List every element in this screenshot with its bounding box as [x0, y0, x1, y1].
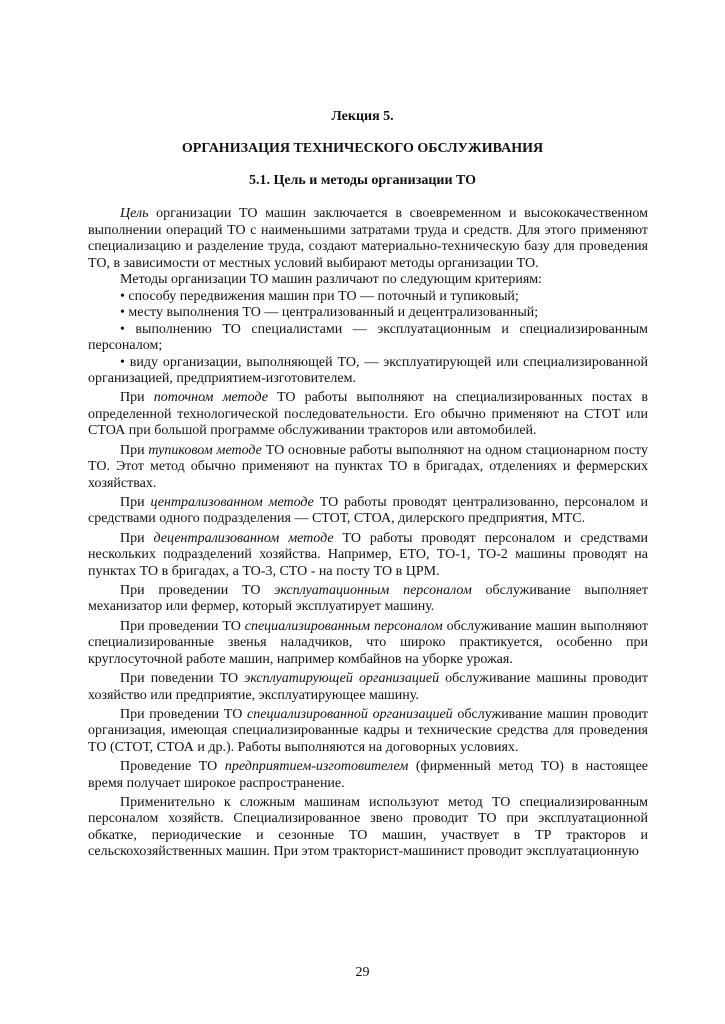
term-specialized-organization: специализированной организацией [247, 706, 453, 722]
list-item: • виду организации, выполняющей ТО, — эксплуатирующей или специализированной организацией, предприятием-изготовителем. [88, 354, 648, 386]
lecture-title: Лекция 5. [331, 109, 394, 124]
paragraph-specialized-staff: При проведении ТО специализированным персоналом обслуживание машин выполняют специализированные звенья наладчиков, что широко практикуется, особенно при круглосуточной работе машин, например комбайнов на уборке урожая. [88, 618, 648, 667]
paragraph-dead-end-method: При тупиковом методе ТО основные работы выполняют на одном стационарном посту ТО. Этот метод обычно применяют на пунктах ТО в бригадах, отделениях и фермерских хозяйствах. [88, 442, 648, 491]
paragraph-decentralized-method: При децентрализованном методе ТО работы проводят персоналом и средствами нескольких подразделений хозяйства. Например, ЕТО, ТО-1, ТО-2 машины проводят на пунктах ТО в бригадах, а ТО-3, СТО - на посту ТО в ЦРМ. [88, 530, 648, 579]
term-goal: Цель [120, 206, 149, 221]
paragraph-manufacturer: Проведение ТО предприятием-изготовителем (фирменный метод ТО) в настоящее время получает широкое распространение. [88, 759, 648, 791]
paragraph-operating-organization: При поведении ТО эксплуатирующей организацией обслуживание машины проводит хозяйство или предприятие, эксплуатирующее машину. [88, 671, 648, 703]
paragraph-centralized-method: При централизованном методе ТО работы проводят централизованно, персоналом и средствами одного подразделения — СТОТ, СТОА, дилерского предприятия, МТС. [88, 494, 648, 527]
paragraph-goal: Цель организации ТО машин заключается в своевременном и высококачественном выполнении операций ТО с наименьшими затратами труда и средств. Для этого применяют специализацию и разделение труда, создают материально-техническую базу для проведения ТО, в зависимости от местных условий выбирают методы организации ТО. [88, 206, 648, 271]
section-title: 5.1. Цель и методы организации ТО [248, 173, 477, 188]
list-item: • способу передвижения машин при ТО — поточный и тупиковый; [120, 288, 519, 304]
term-decentralized-method: децентрализованном методе [153, 530, 334, 546]
term-dead-end-method: тупиковом методе [148, 442, 262, 458]
list-item: • месту выполнения ТО — централизованный и децентрализованный; [120, 305, 539, 320]
paragraph-operational-staff: При проведении ТО эксплуатационным персоналом обслуживание выполняет механизатор или фермер, который эксплуатирует машину. [88, 582, 648, 615]
paragraph-specialized-organization: При проведении ТО специализированной организацией обслуживание машин проводит организация, имеющая специализированные кадры и технические средства для проведения ТО (СТОТ, СТОА и др.). Работы выполняются на договорных условиях. [88, 706, 648, 755]
chapter-title: ОРГАНИЗАЦИЯ ТЕХНИЧЕСКОГО ОБСЛУЖИВАНИЯ [181, 141, 544, 156]
term-flow-method: поточном методе [153, 390, 268, 406]
term-specialized-staff: специализированным персоналом [244, 618, 443, 634]
body-text [88, 206, 648, 864]
page-number: 29 [355, 965, 370, 980]
paragraph-complex-machines: Применительно к сложным машинам используют метод ТО специализированным персоналом хозяйств. Специализированное звено проводит ТО при эксплуатационной обкатке, периодические и сезонные ТО машин, участвует в ТР тракторов и сельскохозяйственных машин. При этом тракторист-машинист проводит эксплуатационную [88, 794, 648, 860]
term-operating-organization: эксплуатирующей организацией [244, 671, 440, 687]
term-operational-staff: эксплуатационным персоналом [274, 582, 472, 598]
list-item: • выполнению ТО специалистами — эксплуатационным и специализированным персоналом; [88, 321, 648, 353]
term-manufacturer: предприятием-изготовителем [224, 759, 409, 775]
paragraph-flow-method: При поточном методе ТО работы выполняют на специализированных постах в определенной технологической последовательности. Его обычно применяют на СТОТ или СТОА при большой программе обслуживании тракторов или автомобилей. [88, 390, 649, 439]
paragraph-criteria-intro: Методы организации ТО машин различают по следующим критериям: [120, 272, 543, 287]
term-centralized-method: централизованном методе [150, 494, 314, 510]
